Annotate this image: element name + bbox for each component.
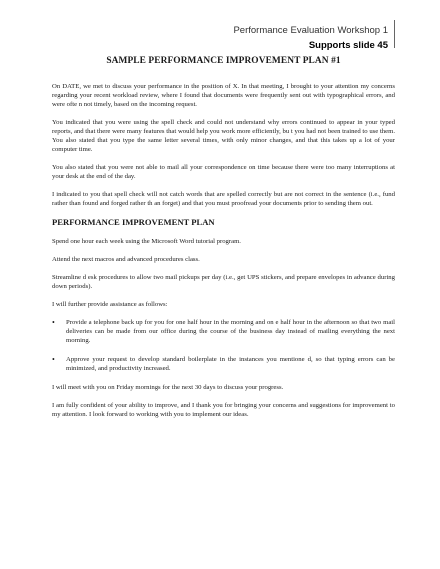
- list-item: [52, 355, 395, 373]
- closing-paragraph: I will meet with you on Friday mornings for the next 30 days to discuss your progress.: [52, 384, 284, 391]
- bullet-icon: •: [52, 317, 55, 327]
- plan-item: I will further provide assistance as follows:: [52, 301, 168, 308]
- paragraph: You indicated that you were using the spell check and could not understand why errors continued to appear in your typed reports, and that there were many features that would help you work more efficiently, bu t you had not been trained to use them. You also stated that you type the same letter several times, with only minor changes, and that this takes up a lot of your computer time.: [52, 119, 395, 153]
- paragraph: I indicated to you that spell check will not catch words that are spelled correctly but are not correct in the sentence (i.e., fund rather than found and forged rather th an forget) and that you must proofread your documents prior to sending them out.: [52, 191, 395, 207]
- header-title: Performance Evaluation Workshop 1: [233, 25, 388, 36]
- plan-item: Attend the next macros and advanced procedures class.: [52, 256, 200, 263]
- document-body: [52, 56, 395, 428]
- closing-paragraph: I am fully confident of your ability to improve, and I thank you for bringing your concerns and suggestions for improvement to my attention. I look forward to working with you to implement our ideas.: [52, 402, 395, 418]
- assistance-list: [52, 318, 395, 373]
- list-item: [52, 318, 395, 345]
- plan-item: Streamline d esk procedures to allow two mail pickups per day (i.e., get UPS stickers, and prepare envelopes in advance during down periods).: [52, 274, 395, 290]
- header-subtitle: Supports slide 45: [308, 40, 388, 51]
- document-title: SAMPLE PERFORMANCE IMPROVEMENT PLAN #1: [106, 56, 341, 66]
- paragraph: On DATE, we met to discuss your performance in the position of X. In that meeting, I brought to your attention my concerns regarding your recent workload review, where I found that documents were frequently sent out with typographical errors, and were ofte n not timely, based on the incoming request.: [52, 83, 395, 108]
- header-divider: [394, 20, 395, 48]
- header-text: [233, 23, 388, 53]
- list-item-text: Provide a telephone back up for you for one half hour in the morning and on e half hour in the afternoon so that two mail deliveries can be made from our office during the course of the business day instead of mailing everything the next morning.: [66, 319, 395, 344]
- plan-heading: PERFORMANCE IMPROVEMENT PLAN: [52, 217, 215, 227]
- bullet-icon: •: [52, 354, 55, 364]
- list-item-text: Approve your request to develop standard boilerplate in the instances you mentione d, so that typing errors can be minimized, and productivity increased.: [66, 356, 395, 372]
- slide-header: [0, 0, 440, 50]
- paragraph: You also stated that you were not able to mail all your correspondence on time because there were too many interruptions at your desk at the end of the day.: [52, 164, 395, 180]
- plan-item: Spend one hour each week using the Microsoft Word tutorial program.: [52, 238, 241, 245]
